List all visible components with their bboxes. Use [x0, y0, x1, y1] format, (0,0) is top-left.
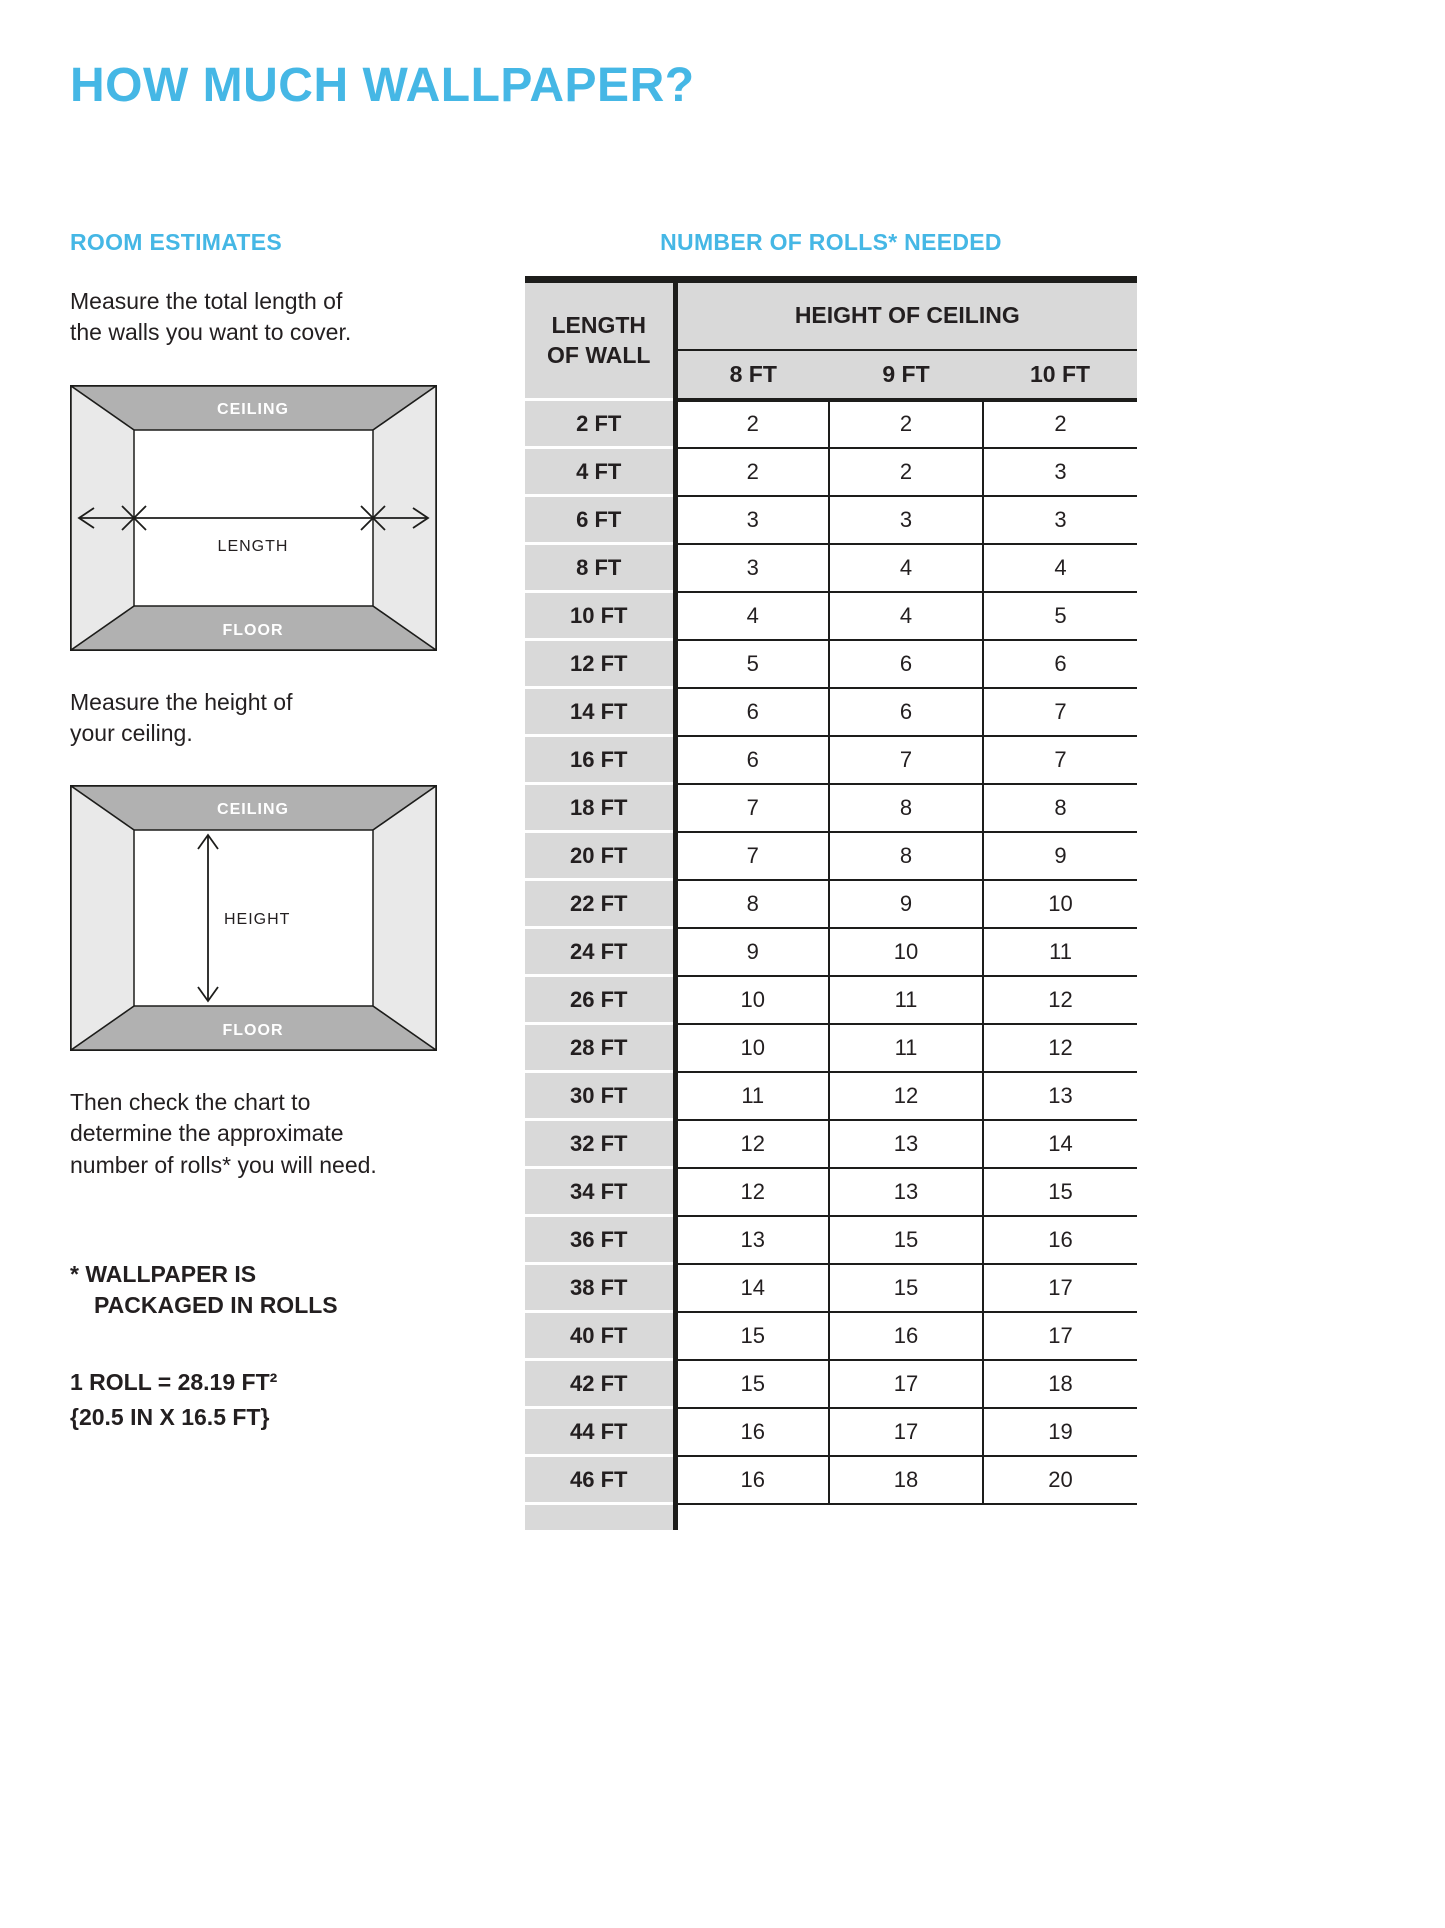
table-row: [525, 592, 1137, 640]
left-wall: [71, 786, 134, 1050]
rolls-value-cell: 9: [983, 832, 1137, 880]
rolls-value-cell: 15: [675, 1312, 829, 1360]
rolls-value-cell: 7: [983, 688, 1137, 736]
table-row: [525, 400, 1137, 448]
table-row: [525, 976, 1137, 1024]
rolls-value-cell: 3: [983, 448, 1137, 496]
roll-size-info: [70, 1365, 472, 1434]
room-height-diagram: [70, 785, 437, 1051]
room-length-diagram: [70, 385, 437, 651]
rolls-value-cell: 11: [829, 1024, 983, 1072]
length-of-wall-line1: LENGTH: [551, 311, 647, 338]
rolls-value-cell: 10: [675, 1024, 829, 1072]
content-columns: [0, 229, 1445, 1530]
wall-length-cell: 42 FT: [525, 1360, 675, 1408]
step1-line1: Measure the total length of: [70, 288, 343, 314]
table-row: [525, 1072, 1137, 1120]
rolls-value-cell: 12: [675, 1168, 829, 1216]
rolls-value-cell: 7: [675, 832, 829, 880]
table-footer-stub-row: [525, 1504, 1137, 1530]
table-row: [525, 448, 1137, 496]
rolls-value-cell: 16: [983, 1216, 1137, 1264]
wall-length-cell: 14 FT: [525, 688, 675, 736]
rolls-value-cell: 17: [983, 1264, 1137, 1312]
ceiling-9ft-header: 9 FT: [829, 350, 983, 400]
rolls-value-cell: 5: [675, 640, 829, 688]
rolls-value-cell: 16: [829, 1312, 983, 1360]
rolls-value-cell: 11: [675, 1072, 829, 1120]
step1-instruction: [70, 286, 472, 349]
wall-length-cell: 12 FT: [525, 640, 675, 688]
rolls-value-cell: 12: [675, 1120, 829, 1168]
wall-length-cell: 18 FT: [525, 784, 675, 832]
rolls-value-cell: 17: [829, 1360, 983, 1408]
rolls-value-cell: 2: [829, 448, 983, 496]
rolls-value-cell: 9: [675, 928, 829, 976]
rolls-value-cell: 11: [829, 976, 983, 1024]
height-of-ceiling-header: HEIGHT OF CEILING: [675, 280, 1137, 350]
table-row: [525, 1168, 1137, 1216]
page-title: HOW MUCH WALLPAPER?: [70, 59, 695, 112]
step1-line2: the walls you want to cover.: [70, 319, 352, 346]
rolls-value-cell: 9: [829, 880, 983, 928]
wall-length-cell: 44 FT: [525, 1408, 675, 1456]
wall-length-cell: 16 FT: [525, 736, 675, 784]
height-label: HEIGHT: [224, 911, 291, 929]
length-of-wall-header: [525, 280, 675, 400]
step2-line2: your ceiling.: [70, 719, 193, 746]
table-row: [525, 544, 1137, 592]
rolls-value-cell: 13: [829, 1168, 983, 1216]
rolls-value-cell: 6: [829, 688, 983, 736]
rolls-value-cell: 18: [983, 1360, 1137, 1408]
rolls-value-cell: 19: [983, 1408, 1137, 1456]
rolls-value-cell: 8: [675, 880, 829, 928]
length-label: LENGTH: [217, 537, 289, 555]
rolls-value-cell: 12: [829, 1072, 983, 1120]
table-row: [525, 496, 1137, 544]
wall-length-cell: 6 FT: [525, 496, 675, 544]
wall-length-cell: 46 FT: [525, 1456, 675, 1504]
rolls-table-heading: NUMBER OF ROLLS* NEEDED: [660, 229, 1002, 255]
rolls-value-cell: 15: [829, 1216, 983, 1264]
rolls-value-cell: 2: [829, 400, 983, 448]
wall-length-cell: 20 FT: [525, 832, 675, 880]
wall-length-cell: 34 FT: [525, 1168, 675, 1216]
right-wall: [373, 786, 436, 1050]
wall-length-cell: 30 FT: [525, 1072, 675, 1120]
table-row: [525, 1120, 1137, 1168]
wall-length-cell: 10 FT: [525, 592, 675, 640]
table-row: [525, 1216, 1137, 1264]
footer-empty-cell: [675, 1504, 1137, 1530]
rolls-value-cell: 14: [675, 1264, 829, 1312]
wall-length-cell: 32 FT: [525, 1120, 675, 1168]
roll-dimensions: {20.5 IN X 16.5 FT}: [70, 1403, 270, 1430]
ceiling-label: CEILING: [217, 801, 289, 819]
length-of-wall-line2: OF WALL: [547, 341, 651, 368]
roll-area: 1 ROLL = 28.19 FT²: [70, 1369, 278, 1396]
table-row: [525, 736, 1137, 784]
rolls-value-cell: 16: [675, 1408, 829, 1456]
rolls-value-cell: 4: [829, 544, 983, 592]
table-row: [525, 928, 1137, 976]
table-row: [525, 1024, 1137, 1072]
rolls-table: [525, 276, 1137, 1530]
wall-length-cell: 22 FT: [525, 880, 675, 928]
room-estimates-heading: ROOM ESTIMATES: [70, 229, 283, 255]
table-row: [525, 880, 1137, 928]
step2-instruction: [70, 687, 472, 750]
rolls-value-cell: 20: [983, 1456, 1137, 1504]
rolls-value-cell: 12: [983, 976, 1137, 1024]
wall-length-cell: 28 FT: [525, 1024, 675, 1072]
rolls-value-cell: 3: [829, 496, 983, 544]
rolls-table-body: [525, 400, 1137, 1504]
rolls-value-cell: 8: [829, 784, 983, 832]
rolls-value-cell: 7: [675, 784, 829, 832]
rolls-value-cell: 15: [829, 1264, 983, 1312]
rolls-value-cell: 13: [829, 1120, 983, 1168]
rolls-value-cell: 6: [983, 640, 1137, 688]
rolls-value-cell: 13: [675, 1216, 829, 1264]
rolls-value-cell: 15: [675, 1360, 829, 1408]
rolls-value-cell: 7: [983, 736, 1137, 784]
wall-length-cell: 24 FT: [525, 928, 675, 976]
wall-length-cell: 4 FT: [525, 448, 675, 496]
table-row: [525, 1408, 1137, 1456]
wall-length-cell: 2 FT: [525, 400, 675, 448]
rolls-value-cell: 4: [675, 592, 829, 640]
ceiling-label: CEILING: [217, 400, 289, 418]
wall-length-cell: 40 FT: [525, 1312, 675, 1360]
rolls-needed-section: [525, 229, 1137, 1530]
floor-label: FLOOR: [222, 621, 284, 639]
floor-label: FLOOR: [222, 1022, 284, 1040]
note-line1: * WALLPAPER IS: [70, 1260, 257, 1287]
rolls-value-cell: 3: [675, 544, 829, 592]
step3-instruction: [70, 1087, 472, 1181]
rolls-value-cell: 17: [829, 1408, 983, 1456]
rolls-value-cell: 2: [675, 400, 829, 448]
rolls-value-cell: 10: [983, 880, 1137, 928]
rolls-value-cell: 7: [829, 736, 983, 784]
table-row: [525, 688, 1137, 736]
rolls-value-cell: 12: [983, 1024, 1137, 1072]
wall-length-cell: 8 FT: [525, 544, 675, 592]
wall-column-stub: [525, 1504, 675, 1530]
rolls-value-cell: 8: [829, 832, 983, 880]
rolls-value-cell: 8: [983, 784, 1137, 832]
rolls-value-cell: 6: [675, 688, 829, 736]
rolls-value-cell: 15: [983, 1168, 1137, 1216]
table-row: [525, 1456, 1137, 1504]
table-row: [525, 1312, 1137, 1360]
step2-line1: Measure the height of: [70, 688, 293, 715]
rolls-value-cell: 17: [983, 1312, 1137, 1360]
wallpaper-rolls-note: [70, 1259, 472, 1322]
wall-length-cell: 36 FT: [525, 1216, 675, 1264]
room-estimates-section: [70, 229, 472, 1434]
rolls-value-cell: 14: [983, 1120, 1137, 1168]
rolls-value-cell: 4: [829, 592, 983, 640]
rolls-value-cell: 11: [983, 928, 1137, 976]
note-line2: PACKAGED IN ROLLS: [94, 1292, 338, 1319]
rolls-value-cell: 13: [983, 1072, 1137, 1120]
rolls-value-cell: 10: [829, 928, 983, 976]
table-header-row-1: [525, 280, 1137, 350]
step3-line2: determine the approximate: [70, 1120, 344, 1147]
ceiling-10ft-header: 10 FT: [983, 350, 1137, 400]
table-row: [525, 640, 1137, 688]
rolls-value-cell: 2: [675, 448, 829, 496]
table-row: [525, 832, 1137, 880]
rolls-value-cell: 6: [675, 736, 829, 784]
rolls-value-cell: 3: [983, 496, 1137, 544]
step3-line1: Then check the chart to: [70, 1089, 311, 1116]
rolls-value-cell: 4: [983, 544, 1137, 592]
wall-length-cell: 38 FT: [525, 1264, 675, 1312]
table-row: [525, 784, 1137, 832]
rolls-value-cell: 18: [829, 1456, 983, 1504]
wall-length-cell: 26 FT: [525, 976, 675, 1024]
table-row: [525, 1360, 1137, 1408]
rolls-value-cell: 3: [675, 496, 829, 544]
rolls-value-cell: 6: [829, 640, 983, 688]
step3-line3: number of rolls* you will need.: [70, 1151, 377, 1178]
table-row: [525, 1264, 1137, 1312]
rolls-value-cell: 2: [983, 400, 1137, 448]
ceiling-8ft-header: 8 FT: [675, 350, 829, 400]
rolls-value-cell: 5: [983, 592, 1137, 640]
rolls-value-cell: 16: [675, 1456, 829, 1504]
rolls-value-cell: 10: [675, 976, 829, 1024]
